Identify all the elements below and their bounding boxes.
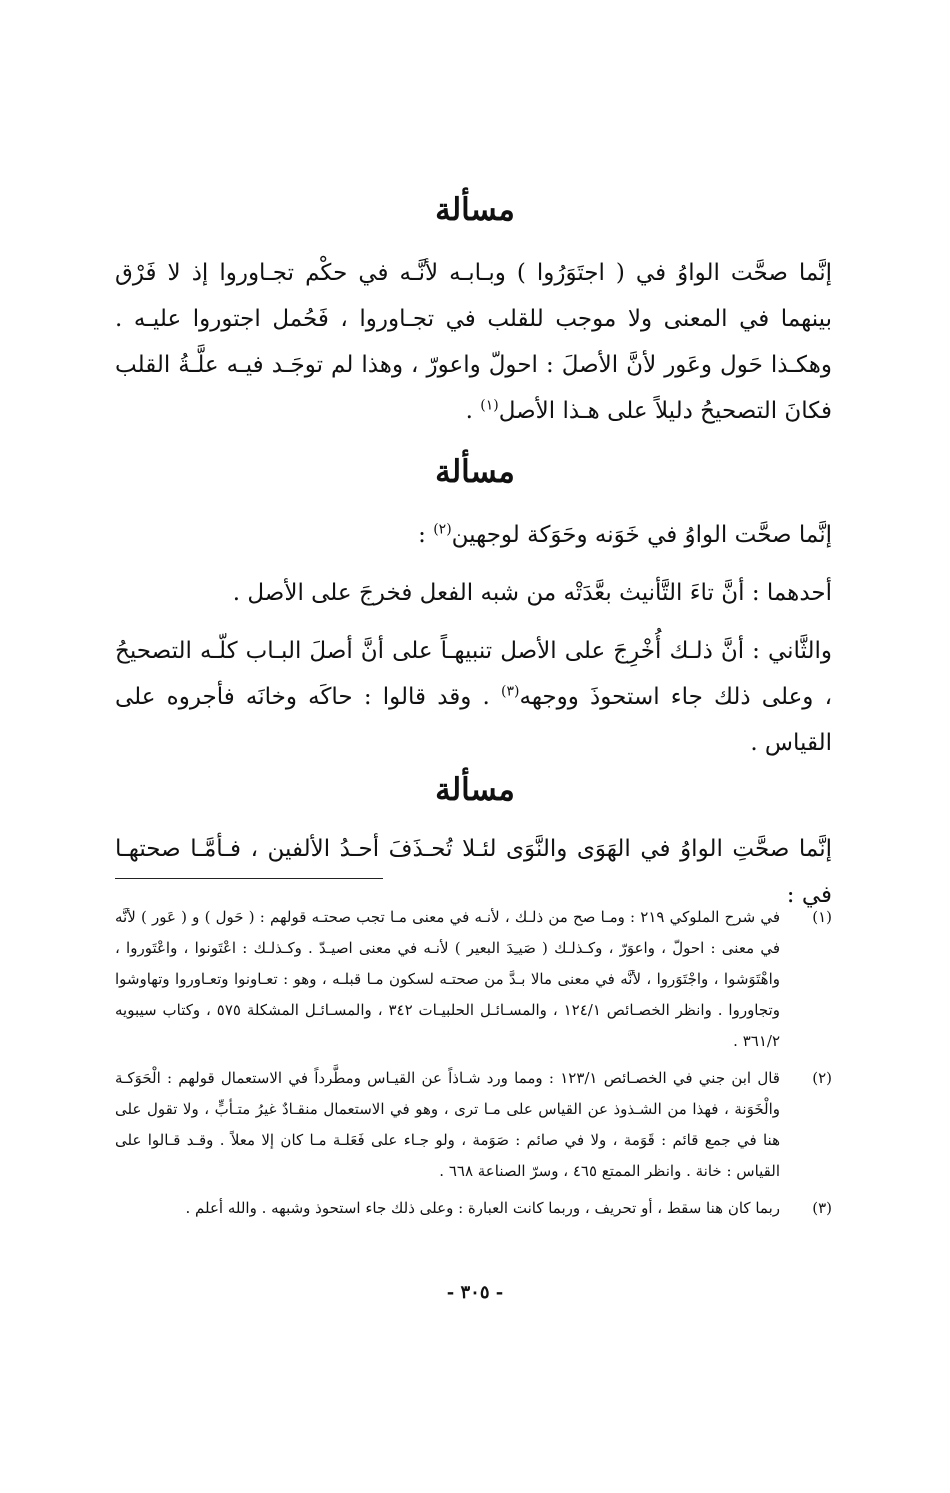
paragraph-3: [115, 570, 832, 616]
paragraph-tail: . وقد قالوا : حاكَه وخانَه فأجروه على القياس .: [115, 684, 832, 756]
paragraph-1: [115, 250, 832, 434]
paragraph-text: إنَّما صحَّت الواوُ في ( اجتَوَرُوا ) وبـابـه لأنَّـه في حكْم تجـاوروا إذ لا فَرْق بينهما في المعنى ولا موجب للقلب في تجـاوروا ، فَحُمل اجتوروا عليـه . وهكـذا حَول وعَور لأنَّ الأصلَ : احولّ واعورّ ، وهذا لم توجَـد فيـه علَّـةُ القلب فكانَ التصحيحُ دليلاً على هـذا الأصل: [115, 260, 832, 424]
section-2-body: [115, 512, 832, 766]
footnote-separator: [115, 878, 383, 879]
footnote-2: [115, 1063, 832, 1187]
paragraph-2: [115, 512, 832, 558]
section-heading-1: مسألة: [435, 192, 515, 228]
paragraph-tail: .: [465, 398, 481, 424]
paragraph-text: والثَّاني : أنَّ ذلـك أُخْرِجَ على الأصل تنبيهـاً على أنَّ أصلَ البـاب كلّـه التصحيحُ ، وعلى ذلك جاء استحوذَ ووجهه: [115, 638, 832, 710]
section-heading-2: مسألة: [435, 454, 515, 490]
paragraph-text: إنَّما صحَّتِ الواوُ في الهَوَى والنَّوَى لئـلا تُحـذَفَ أحـدُ الألفين ، فـأمَّـا صحتهـا في :: [115, 836, 832, 908]
footnote-ref-1: (١): [480, 397, 499, 414]
footnote-ref-3: (٣): [501, 683, 520, 700]
footnote-number: (٣): [812, 1199, 832, 1217]
footnote-3: [115, 1193, 832, 1224]
page-number: - ٣٠٥ -: [446, 1282, 504, 1303]
footnote-text: في شرح الملوكي ٢١٩ : ومـا صح من ذلـك ، لأنـه في معنى مـا تجب صحتـه قولهم : ( حَول ) و ( عَور ) لأنَّه في معنى : احولّ ، واعوَرّ ، وكـذلـك ( صَيـِدَ البعير ) لأنـه في معنى اصيـدّ . وكـذلـك : اعْتَونوا ، واعْتَوروا ، واهْتَوَشوا ، واجْتَوَروا ، لأنَّه في معنى مالا بـدَّ من صحتـه لسكون مـا قبلـه ، وهو : تعـاونوا وتعـاوروا وتهاوشوا وتجاوروا . وانظر الخصـائص ١٢٤/١ ، والمسـائـل الحلبيـات ٣٤٢ ، والمسـائـل المشكلة ٥٧٥ ، وكتاب سيبويه ٣٦١/٢ .: [115, 908, 781, 1050]
footnote-number: (٢): [812, 1069, 832, 1087]
footnotes: [115, 902, 832, 1230]
footnote-ref-2: (٢): [433, 521, 452, 538]
paragraph-text: إنَّما صحَّت الواوُ في خَوَنه وحَوَكة لوجهين: [451, 522, 832, 548]
section-1-body: [115, 250, 832, 434]
footnote-number: (١): [812, 908, 832, 926]
footnote-text: قال ابن جني في الخصـائص ١٢٣/١ : ومما ورد شـاذاً عن القيـاس ومطَّرداً في الاستعمال قولهم : الْحَوَكـة والْخَوَنة ، فهذا من الشـذوذ عن القياس على مـا ترى ، وهو في الاستعمال منقـادٌ غيرُ متـأبٍّ ، ولا تقول على هنا في جمع قائم : قَوَمة ، ولا في صائم : صَوَمة ، ولو جـاء على فَعَلـة مـا كان إلا معلاً . وقـد قـالوا على القياس : خانة . وانظر الممتع ٤٦٥ ، وسرّ الصناعة ٦٦٨ .: [115, 1069, 780, 1180]
section-heading-3: مسألة: [435, 772, 515, 808]
footnote-1: [115, 902, 832, 1057]
footnote-text: ربما كان هنا سقط ، أو تحريف ، وربما كانت العبارة : وعلى ذلك جاء استحوذ وشبهه . والله أعلم .: [185, 1199, 780, 1217]
paragraph-tail: :: [418, 522, 434, 548]
paragraph-text: أحدهما : أنَّ تاءَ التَّأنيث بعَّدَتْه من شبه الفعل فخرجَ على الأصل .: [232, 580, 832, 606]
paragraph-4: [115, 628, 832, 766]
